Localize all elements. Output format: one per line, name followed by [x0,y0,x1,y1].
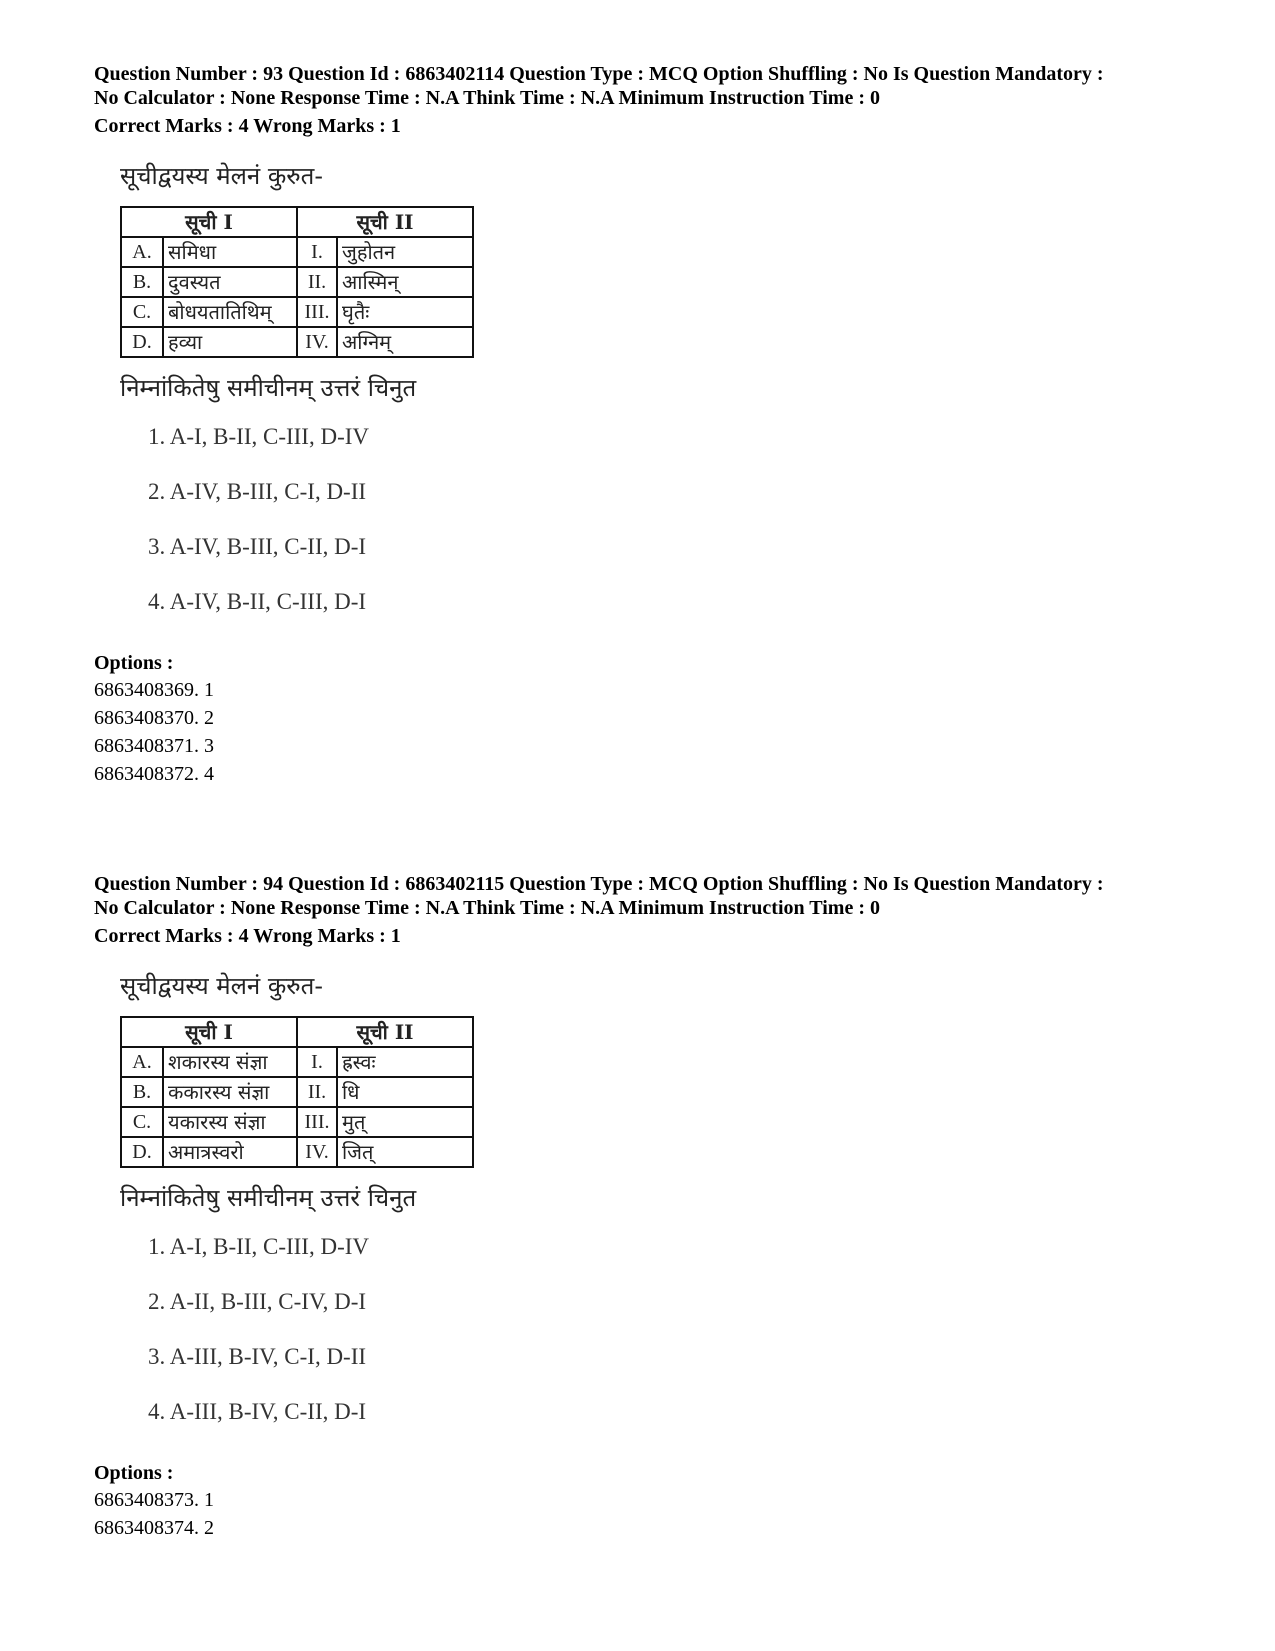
row-label: III. [297,297,337,327]
list-2-item: घृतैः [337,297,473,327]
match-table [120,206,474,358]
list-2-item: ह्रस्वः [337,1047,473,1077]
option-id-line: 6863408374. 2 [94,1517,214,1539]
question-stem [120,970,1214,1452]
list-1-header: सूची I [121,1017,297,1047]
choice-item: 4. A-IV, B-II, C-III, D-I [148,589,367,614]
table-row [121,1047,473,1077]
list-1-header: सूची I [121,207,297,237]
question-stem [120,160,1214,642]
list-2-header: सूची II [297,1017,473,1047]
table-row [121,1137,473,1167]
choice-item: 1. A-I, B-II, C-III, D-IV [148,1234,369,1259]
question-marks: Correct Marks : 4 Wrong Marks : 1 [94,115,401,137]
answer-prompt: निम्नांकितेषु समीचीनम् उत्तरं चिनुत [120,374,417,402]
option-id-line: 6863408370. 2 [94,707,214,729]
table-row [121,267,473,297]
question-meta-line-1: Question Number : 94 Question Id : 6863402115 Question Type : MCQ Option Shuffling : No Is Question Mandatory : [94,873,1104,895]
option-id-line: 6863408372. 4 [94,763,214,785]
answer-prompt: निम्नांकितेषु समीचीनम् उत्तरं चिनुत [120,1184,417,1212]
list-2-item: आस्मिन् [337,267,473,297]
row-label: C. [121,1107,163,1137]
list-2-item: मुत् [337,1107,473,1137]
row-label: B. [121,1077,163,1107]
list-2-item: जुहोतन [337,237,473,267]
list-1-item: बोधयतातिथिम् [163,297,297,327]
list-1-item: अमात्रस्वरो [163,1137,297,1167]
list-1-item: ककारस्य संज्ञा [163,1077,297,1107]
match-instruction: सूचीद्वयस्य मेलनं कुरुत- [120,972,323,1000]
option-id-line: 6863408369. 1 [94,679,214,701]
row-label: D. [121,327,163,357]
row-label: IV. [297,1137,337,1167]
choice-item: 2. A-IV, B-III, C-I, D-II [148,479,367,504]
question-meta-line-2: No Calculator : None Response Time : N.A Think Time : N.A Minimum Instruction Time : 0 [94,897,880,919]
match-instruction: सूचीद्वयस्य मेलनं कुरुत- [120,162,323,190]
list-2-item: धि [337,1077,473,1107]
list-1-item: यकारस्य संज्ञा [163,1107,297,1137]
row-label: B. [121,267,163,297]
row-label: C. [121,297,163,327]
list-2-item: जित् [337,1137,473,1167]
list-1-item: समिधा [163,237,297,267]
row-label: I. [297,237,337,267]
question-block-93 [94,62,1214,788]
question-block-94 [94,872,1214,1542]
table-row [121,297,473,327]
list-1-item: दुवस्यत [163,267,297,297]
option-id-line: 6863408373. 1 [94,1489,214,1511]
choice-item: 2. A-II, B-III, C-IV, D-I [148,1289,367,1314]
choice-list [148,1232,1214,1452]
list-2-header: सूची II [297,207,473,237]
list-2-item: अग्निम् [337,327,473,357]
choice-item: 4. A-III, B-IV, C-II, D-I [148,1399,367,1424]
choice-item: 3. A-III, B-IV, C-I, D-II [148,1344,367,1369]
table-row [121,1077,473,1107]
list-1-item: शकारस्य संज्ञा [163,1047,297,1077]
match-table [120,1016,474,1168]
row-label: A. [121,1047,163,1077]
options-heading: Options : [94,1462,174,1484]
row-label: II. [297,267,337,297]
table-row [121,237,473,267]
choice-list [148,422,1214,642]
question-marks: Correct Marks : 4 Wrong Marks : 1 [94,925,401,947]
list-1-item: हव्या [163,327,297,357]
option-id-line: 6863408371. 3 [94,735,214,757]
row-label: I. [297,1047,337,1077]
row-label: D. [121,1137,163,1167]
row-label: III. [297,1107,337,1137]
question-meta-line-2: No Calculator : None Response Time : N.A Think Time : N.A Minimum Instruction Time : 0 [94,87,880,109]
row-label: II. [297,1077,337,1107]
question-meta-line-1: Question Number : 93 Question Id : 6863402114 Question Type : MCQ Option Shuffling : No Is Question Mandatory : [94,63,1104,85]
options-heading: Options : [94,652,174,674]
choice-item: 1. A-I, B-II, C-III, D-IV [148,424,369,449]
table-row [121,1107,473,1137]
choice-item: 3. A-IV, B-III, C-II, D-I [148,534,367,559]
row-label: IV. [297,327,337,357]
row-label: A. [121,237,163,267]
table-row [121,327,473,357]
